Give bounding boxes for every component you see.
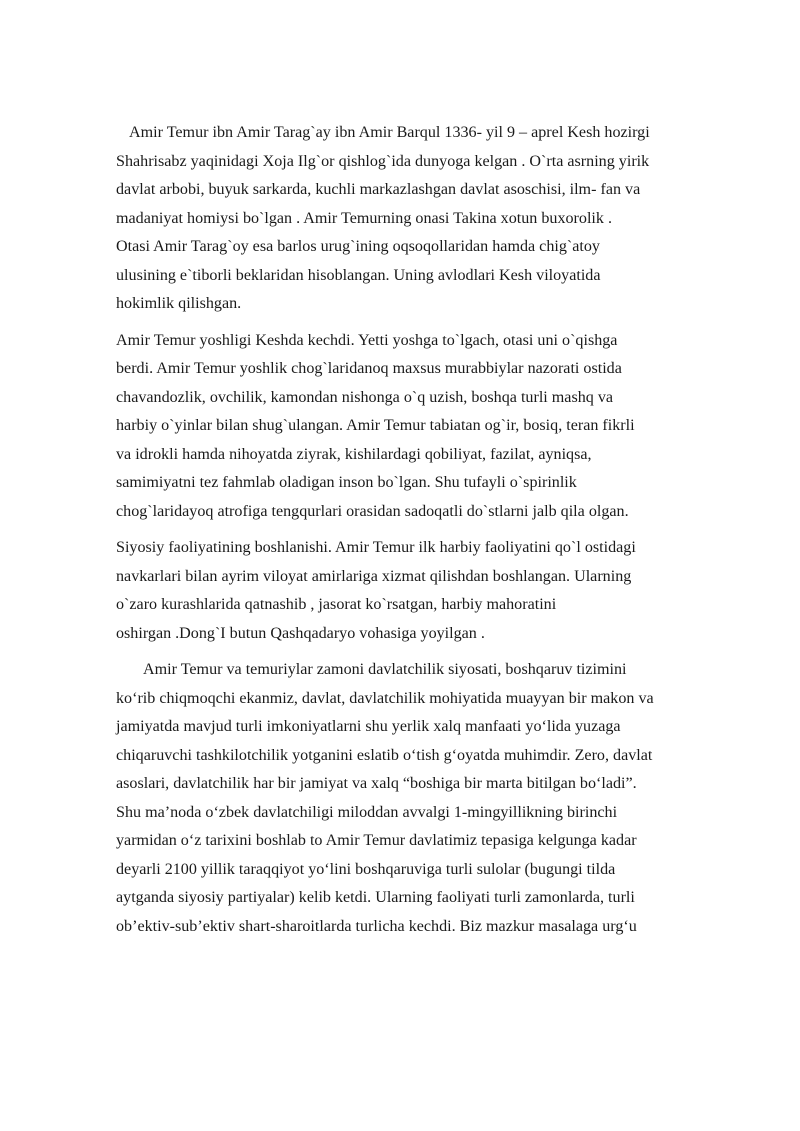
text-line: Shu ma’noda o‘zbek davlatchiligi miloddan avvalgi 1-mingyillikning birinchi xyxy=(116,803,618,821)
text-line: Shahrisabz yaqinidagi Xoja Ilg`or qishlog`ida dunyoga kelgan . O`rta asrning yirik xyxy=(116,152,650,170)
paragraph-1 xyxy=(116,119,756,319)
text-line: Otasi Amir Tarag`oy esa barlos urug`ining oqsoqollaridan hamda chig`atoy xyxy=(116,238,600,255)
text-line: oshirgan .Dong`I butun Qashqadaryo vohasiga yoyilgan . xyxy=(116,624,485,642)
text-line: aytganda siyosiy partiyalar) kelib ketdi. Ularning faoliyati turli zamonlarda, turli xyxy=(116,889,635,906)
text-line: Amir Temur yoshligi Keshda kechdi. Yetti yoshga to`lgach, otasi uni o`qishga xyxy=(116,331,618,349)
text-line: Amir Temur va temuriylar zamoni davlatchilik siyosati, boshqaruv tizimini xyxy=(143,661,627,678)
paragraph-4 xyxy=(116,656,756,941)
text-line: ko‘rib chiqmoqchi ekanmiz, davlat, davlatchilik mohiyatida muayyan bir makon va xyxy=(116,689,654,707)
text-line: o`zaro kurashlarida qatnashib , jasorat ko`rsatgan, harbiy mahoratini xyxy=(116,596,557,613)
document-body xyxy=(116,119,756,941)
text-line: jamiyatda mavjud turli imkoniyatlarni shu yerlik xalq manfaati yo‘lida yuzaga xyxy=(116,718,621,735)
text-line: Siyosiy faoliyatining boshlanishi. Amir Temur ilk harbiy faoliyatini qo`l ostidagi xyxy=(116,539,636,556)
text-line: va idrokli hamda nihoyatda ziyrak, kishilardagi qobiliyat, fazilat, ayniqsa, xyxy=(116,445,592,463)
text-line: yarmidan o‘z tarixini boshlab to Amir Temur davlatimiz tepasiga kelgunga kadar xyxy=(116,832,637,849)
text-line: hokimlik qilishgan. xyxy=(116,295,242,312)
text-line: navkarlari bilan ayrim viloyat amirlariga xizmat qilishdan boshlangan. Ularning xyxy=(116,567,632,585)
text-line: madaniyat homiysi bo`lgan . Amir Temurning onasi Takina xotun buxorolik . xyxy=(116,209,612,227)
text-line: chavandozlik, ovchilik, kamondan nishonga o`q uzish, boshqa turli mashq va xyxy=(116,388,614,406)
text-line: ulusining e`tiborli beklaridan hisoblangan. Uning avlodlari Kesh viloyatida xyxy=(116,266,601,284)
text-line: chog`laridayoq atrofiga tengqurlari orasidan sadoqatli do`stlarni jalb qila olgan. xyxy=(116,502,629,520)
text-line: Amir Temur ibn Amir Tarag`ay ibn Amir Barqul 1336- yil 9 – aprel Kesh hozirgi xyxy=(129,124,650,141)
text-line: berdi. Amir Temur yoshlik chog`laridanoq maxsus murabbiylar nazorati ostida xyxy=(116,360,622,377)
text-line: ob’ektiv-sub’ektiv shart-sharoitlarda turlicha kechdi. Biz mazkur masalaga urg‘u xyxy=(116,917,637,935)
text-line: harbiy o`yinlar bilan shug`ulangan. Amir Temur tabiatan og`ir, bosiq, teran fikrli xyxy=(116,417,635,434)
text-line: samimiyatni tez fahmlab oladigan inson bo`lgan. Shu tufayli o`spirinlik xyxy=(116,474,577,491)
text-line: asoslari, davlatchilik har bir jamiyat va xalq “boshiga bir marta bitilgan bo‘ladi”. xyxy=(116,775,637,792)
text-line: deyarli 2100 yillik taraqqiyot yo‘lini boshqaruviga turli sulolar (bugungi tilda xyxy=(116,860,616,878)
paragraph-2 xyxy=(116,327,756,527)
paragraph-3 xyxy=(116,534,756,648)
text-line: davlat arbobi, buyuk sarkarda, kuchli markazlashgan davlat asoschisi, ilm- fan va xyxy=(116,181,641,198)
text-line: chiqaruvchi tashkilotchilik yotganini eslatib o‘tish g‘oyatda muhimdir. Zero, davlat xyxy=(116,746,653,764)
